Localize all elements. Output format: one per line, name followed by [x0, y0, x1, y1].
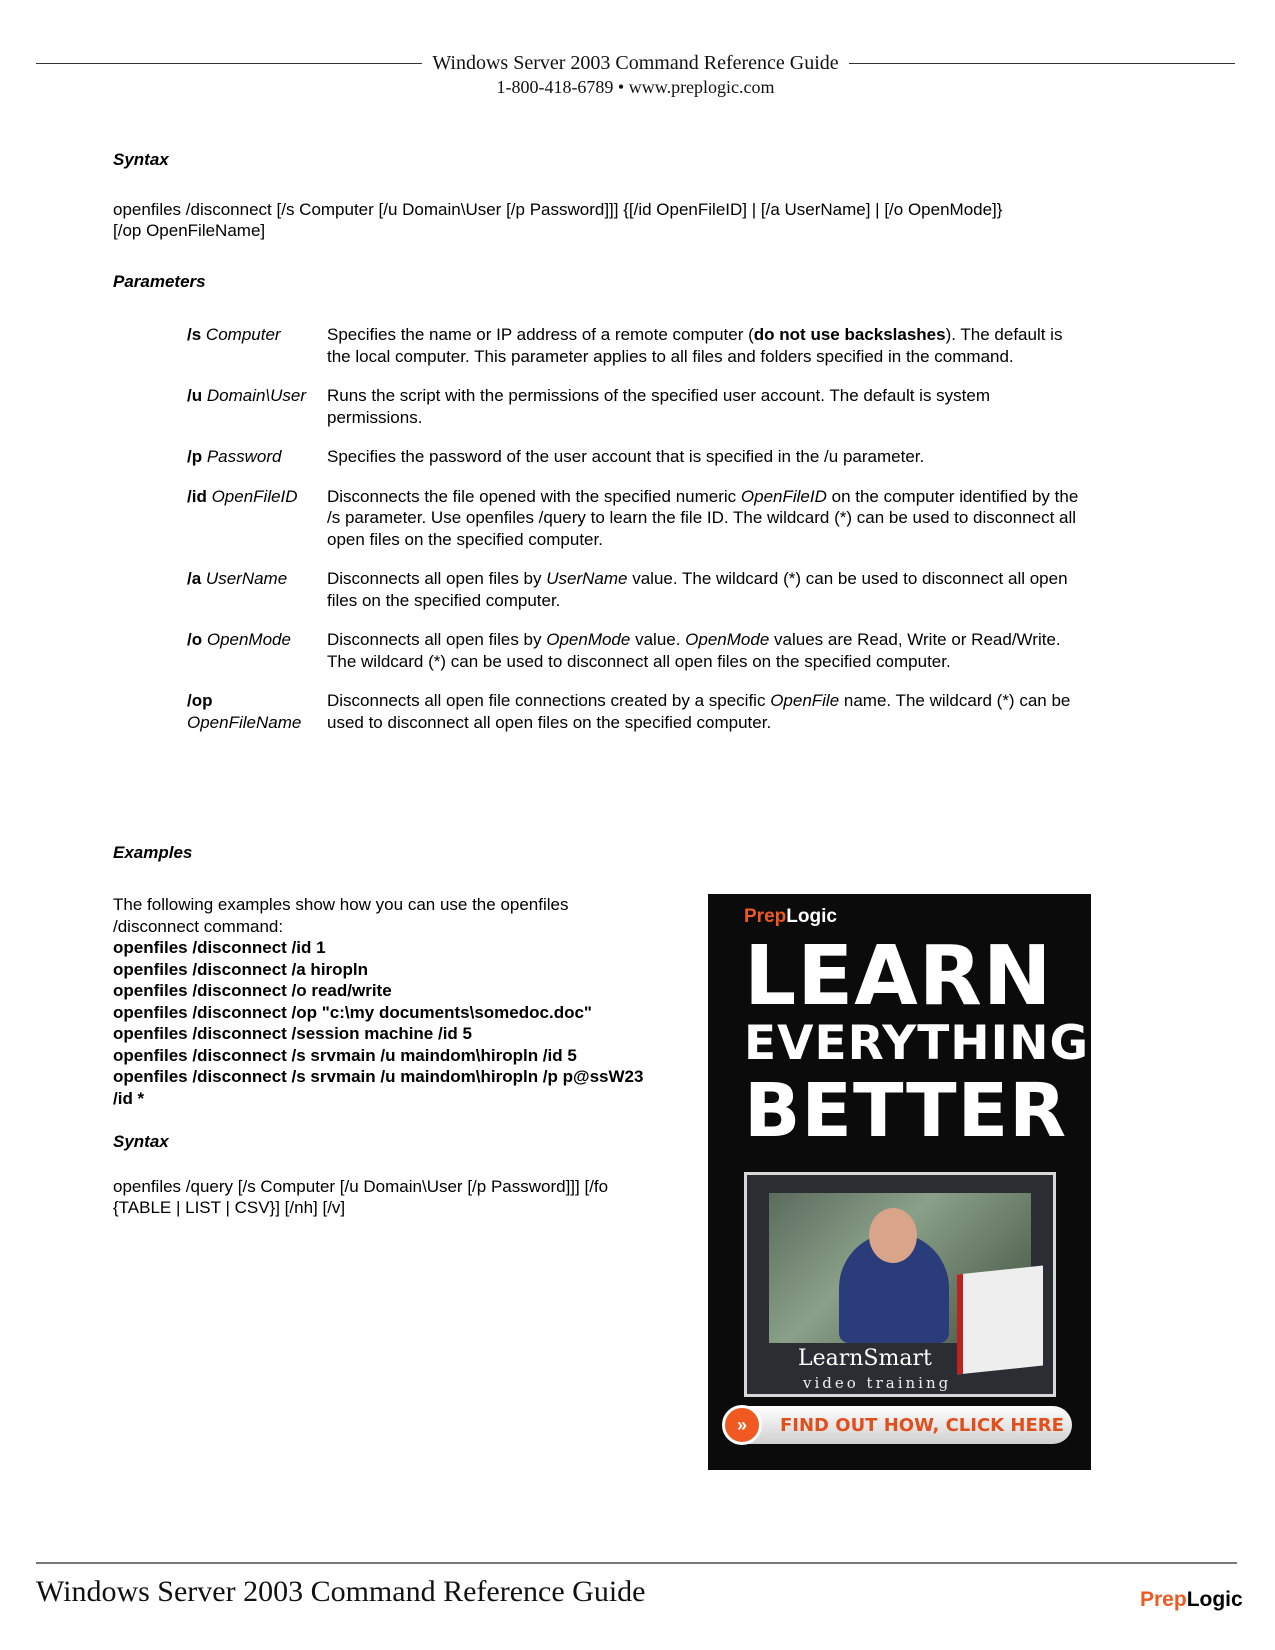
header-rule-left	[36, 63, 422, 64]
param-row-p	[187, 446, 1087, 468]
ad-brand-logo	[744, 906, 837, 928]
param-arg: Password	[206, 447, 282, 466]
param-desc: name. The wildcard (*) can be used to disconnect all open files on the specified computer.	[327, 691, 1071, 732]
ad-headline-everything: EVERYTHING	[744, 1016, 1090, 1071]
ad-product-name: LearnSmart	[798, 1346, 932, 1371]
param-row-o	[187, 629, 1087, 672]
param-desc-ital: UserName	[546, 569, 628, 588]
footer-logo	[1140, 1588, 1243, 1612]
header-title: Windows Server 2003 Command Reference Guide	[432, 52, 839, 74]
param-arg: UserName	[205, 569, 288, 588]
param-arg: OpenFileID	[211, 486, 298, 506]
param-row-a	[187, 568, 1087, 611]
param-arg: OpenMode	[206, 630, 291, 649]
param-arg: OpenFileName	[187, 712, 302, 732]
examples-block	[113, 894, 653, 1219]
example-command: openfiles /disconnect /s srvmain /u maindom\hiropln /id 5	[113, 1045, 577, 1065]
parameters-list	[187, 324, 1087, 733]
param-desc: on the computer identified by the /s parameter. Use openfiles /query to learn the file ID. The wildcard (*) can be used to disconnect all open files on the specified computer.	[327, 486, 1079, 549]
ad-brand-logic: Logic	[786, 906, 837, 927]
param-desc: Specifies the password of the user account that is specified in the /u parameter.	[327, 447, 925, 466]
fast-forward-icon: »	[722, 1405, 762, 1445]
param-desc: value. The wildcard (*) can be used to disconnect all open files on the specified computer.	[327, 569, 1068, 610]
param-switch: /op	[187, 691, 213, 710]
param-switch: /p	[187, 447, 203, 466]
param-desc-pre: Disconnects the file opened with the specified numeric	[327, 486, 741, 506]
param-desc-pre: Disconnects all open files by	[327, 630, 547, 649]
param-switch: /a	[187, 569, 202, 588]
page-header	[36, 52, 1235, 98]
preplogic-ad[interactable]	[708, 894, 1091, 1470]
footer-rule	[36, 1562, 1237, 1564]
param-row-id	[187, 486, 1087, 551]
footer-logo-logic: Logic	[1186, 1588, 1243, 1611]
ad-headline-better: BETTER	[744, 1068, 1068, 1154]
param-switch: /o	[187, 630, 203, 649]
example-command: openfiles /disconnect /a hiropln	[113, 959, 369, 979]
disconnect-syntax	[113, 199, 1013, 241]
param-switch: /u	[187, 386, 203, 405]
param-desc-mid: value.	[630, 630, 686, 649]
param-desc-pre: Disconnects all open file connections created by a specific	[327, 691, 771, 710]
param-desc: values are Read, Write or Read/Write. The wildcard (*) can be used to disconnect all open files on the specified computer.	[327, 630, 1061, 671]
param-row-s	[187, 324, 1087, 367]
query-syntax: openfiles /query [/s Computer [/u Domain\User [/p Password]]] [/fo {TABLE | LIST | CSV}] [/nh] [/v]	[113, 1176, 609, 1217]
param-desc-after: ). The default is the local computer. This parameter applies to all files and folders specified in the command.	[327, 325, 1063, 366]
examples-heading: Examples	[113, 843, 193, 862]
param-switch: /s	[187, 325, 202, 344]
param-desc-ital: OpenMode	[546, 630, 631, 649]
example-command: openfiles /disconnect /o read/write	[113, 981, 392, 1000]
param-switch: /id	[187, 486, 207, 506]
syntax-heading: Syntax	[113, 150, 169, 169]
syntax-heading-2: Syntax	[113, 1132, 169, 1151]
example-command: openfiles /disconnect /session machine /id 5	[113, 1024, 472, 1043]
footer-title: Windows Server 2003 Command Reference Guide	[36, 1575, 646, 1608]
param-desc-pre: Disconnects all open files by	[327, 569, 547, 588]
ad-brand-prep: Prep	[744, 906, 787, 927]
param-arg: Computer	[205, 325, 281, 344]
param-arg: Domain\User	[206, 386, 307, 405]
param-desc: Specifies the name or IP address of a remote computer (	[327, 325, 754, 344]
param-row-op	[187, 690, 1087, 733]
ad-headline-learn: LEARN	[744, 929, 1053, 1024]
parameters-heading: Parameters	[113, 272, 206, 291]
param-desc-bold: do not use backslashes	[753, 325, 946, 344]
example-command: openfiles /disconnect /op "c:\my documents\somedoc.doc"	[113, 1002, 592, 1022]
footer-logo-prep: Prep	[1140, 1588, 1187, 1611]
ad-product-sub: video training	[803, 1374, 952, 1392]
disconnect-syntax-text: openfiles /disconnect [/s Computer [/u Domain\User [/p Password]]] {[/id OpenFileID] | [/a UserName] | [/o OpenMode]} [/op OpenFileName]	[113, 200, 1003, 240]
param-desc-ital: OpenFile	[770, 691, 840, 710]
example-command: openfiles /disconnect /id 1	[113, 938, 326, 957]
find-out-how-button[interactable]	[726, 1406, 1072, 1444]
param-desc: Runs the script with the permissions of the specified user account. The default is system permissions.	[327, 386, 990, 427]
examples-intro: The following examples show how you can use the openfiles /disconnect command:	[113, 895, 569, 936]
header-contact: 1-800-418-6789 • www.preplogic.com	[496, 77, 775, 97]
param-desc-ital: OpenFileID	[740, 486, 827, 506]
param-desc-ital2: OpenMode	[685, 630, 770, 649]
product-box-image	[957, 1265, 1043, 1374]
example-command: openfiles /disconnect /s srvmain /u maindom\hiropln /p p@ssW23 /id *	[113, 1067, 644, 1108]
param-row-u	[187, 385, 1087, 428]
cta-label: FIND OUT HOW, CLICK HERE	[780, 1414, 1064, 1436]
header-rule-right	[849, 63, 1235, 64]
